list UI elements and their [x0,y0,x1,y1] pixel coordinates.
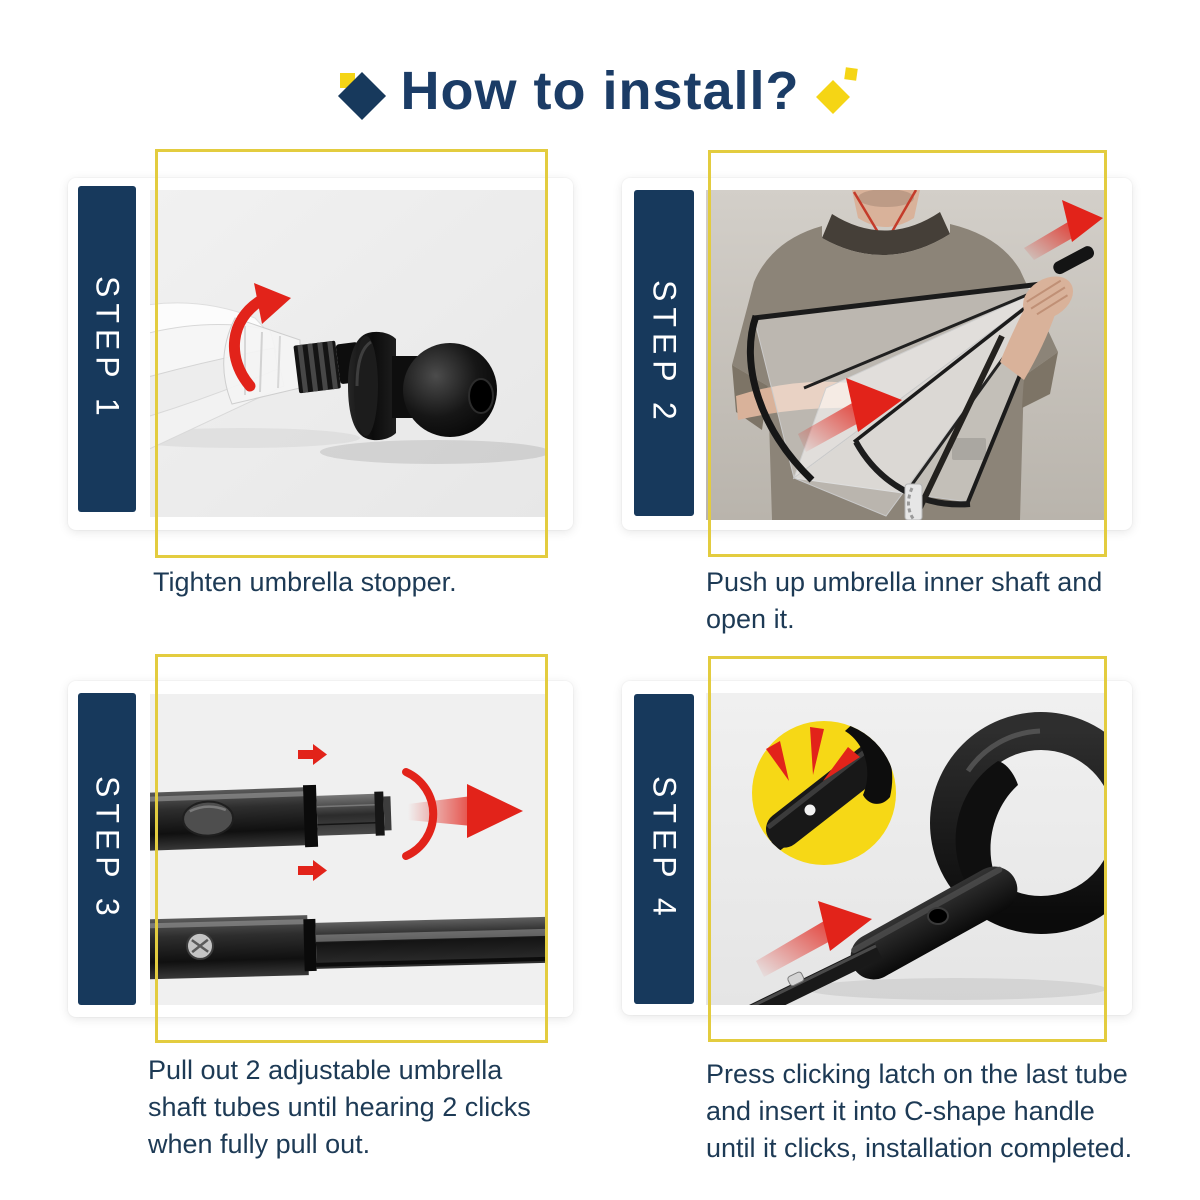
step-3-caption [148,1052,531,1163]
step-2-label-bar [634,190,694,516]
c-handle-illustration [706,693,1106,1005]
step-1-label: STEP 1 [89,276,126,422]
sleeve-hole [928,908,948,924]
caption-line: Press clicking latch on the last tube [706,1059,1128,1089]
step-3-photo [150,694,545,1005]
step-1-label-bar [78,186,136,512]
step-4-label: STEP 4 [646,776,683,922]
caption-line: until it clicks, installation completed. [706,1133,1133,1163]
caption-line: shaft tubes until hearing 2 clicks [148,1092,531,1122]
step-1-photo [150,190,545,517]
step-3-label: STEP 3 [89,776,126,922]
caption-line: and insert it into C-shape handle [706,1096,1095,1126]
caption-line: Tighten umbrella stopper. [153,567,457,597]
step-3-label-bar [78,693,136,1005]
shadow [806,978,1106,1000]
open-umbrella-illustration [706,190,1106,520]
page-title: How to install? [400,61,800,121]
caption-line: open it. [706,604,795,634]
latch-dot [805,805,816,816]
shadow [320,440,545,464]
step-2-label: STEP 2 [646,280,683,426]
caption-line: Pull out 2 adjustable umbrella [148,1055,503,1085]
yellow-square-icon [844,67,858,81]
caption-line: Push up umbrella inner shaft and [706,567,1103,597]
umbrella-stopper-illustration [150,190,545,517]
step-2-photo [706,190,1106,520]
caption-line: when fully pull out. [148,1129,371,1159]
step-4-caption [706,1056,1132,1167]
step-4-label-bar [634,694,694,1004]
step-4-photo [706,693,1106,1005]
step-1-caption [153,564,457,601]
step-2-caption [706,564,1102,638]
shaft-tubes-illustration [150,694,545,1005]
